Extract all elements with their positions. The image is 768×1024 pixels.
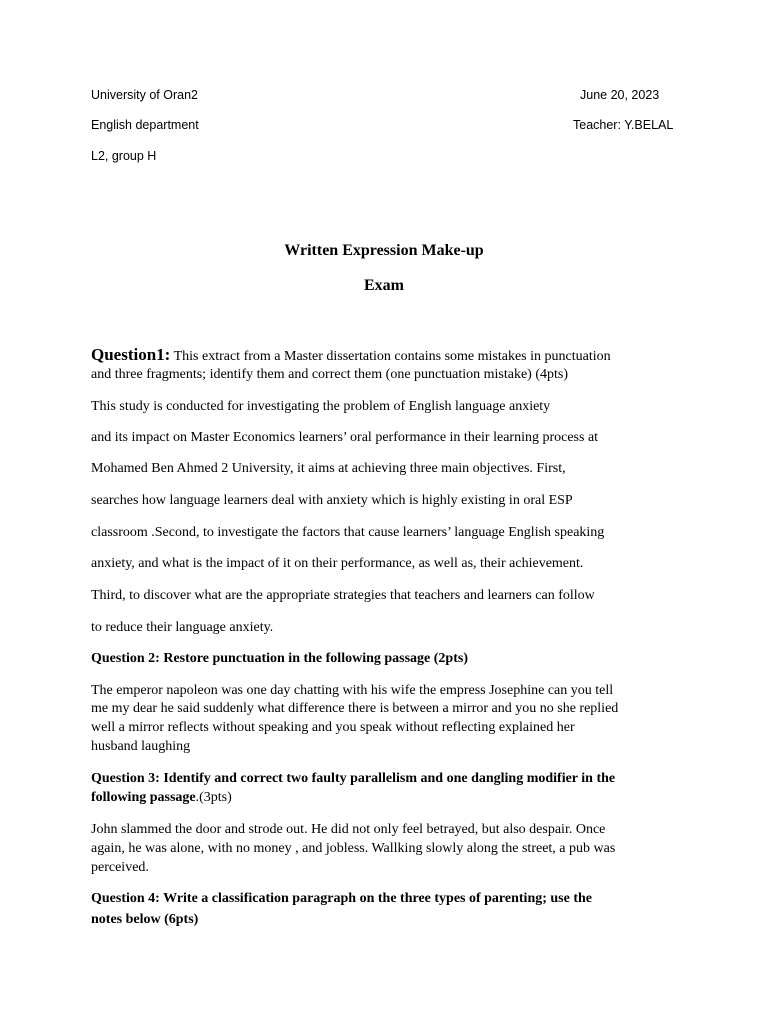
question1-passage-line: to reduce their language anxiety. bbox=[91, 620, 274, 635]
question1-passage-line: and its impact on Master Economics learners’ oral performance in their learning process at bbox=[91, 430, 599, 445]
question3-passage-line: John slammed the door and strode out. He did not only feel betrayed, but also despair. Once bbox=[91, 822, 606, 837]
question1-passage-line: anxiety, and what is the impact of it on their performance, as well as, their achievement. bbox=[91, 556, 584, 571]
question4-heading-line1: Question 4: Write a classification paragraph on the three types of parenting; use the bbox=[91, 891, 593, 906]
question2-passage-line: The emperor napoleon was one day chatting with his wife the empress Josephine can you tell bbox=[91, 683, 614, 698]
question2-passage-line: husband laughing bbox=[91, 739, 191, 754]
department-name: English department bbox=[91, 118, 199, 132]
question2-passage-line: well a mirror reflects without speaking and you speak without reflecting explained her bbox=[91, 720, 575, 735]
question1-instruction-line2: and three fragments; identify them and correct them (one punctuation mistake) (4pts) bbox=[91, 367, 569, 382]
question1-label: Question1: bbox=[91, 345, 171, 364]
university-name: University of Oran2 bbox=[91, 88, 198, 102]
question3-heading-line2 bbox=[91, 790, 232, 806]
group-label: L2, group H bbox=[91, 149, 157, 163]
question3-points: .(3pts) bbox=[195, 790, 232, 805]
question2-heading: Question 2: Restore punctuation in the following passage (2pts) bbox=[91, 651, 468, 666]
question1-passage-line: Mohamed Ben Ahmed 2 University, it aims at achieving three main objectives. First, bbox=[91, 461, 566, 476]
teacher-name: Teacher: Y.BELAL bbox=[573, 118, 674, 132]
question3-passage-line: perceived. bbox=[91, 860, 149, 875]
exam-title-line2: Exam bbox=[364, 277, 404, 294]
question1-instruction-text: This extract from a Master dissertation contains some mistakes in punctuation bbox=[170, 349, 611, 364]
question3-heading-line1: Question 3: Identify and correct two faulty parallelism and one dangling modifier in the bbox=[91, 771, 616, 786]
question1-passage-line: classroom .Second, to investigate the factors that cause learners’ language English speaking bbox=[91, 525, 605, 540]
exam-date: June 20, 2023 bbox=[580, 88, 660, 102]
question1-passage-line: searches how language learners deal with anxiety which is highly existing in oral ESP bbox=[91, 493, 573, 508]
question2-passage-line: me my dear he said suddenly what difference there is between a mirror and you no she replied bbox=[91, 701, 619, 716]
question1-passage-line: This study is conducted for investigating the problem of English language anxiety bbox=[91, 399, 551, 414]
question3-passage-line: again, he was alone, with no money , and jobless. Wallking slowly along the street, a pub was bbox=[91, 841, 616, 856]
question3-heading-bold: following passage bbox=[91, 790, 196, 805]
question1-instruction-line1 bbox=[91, 345, 611, 365]
exam-title-line1: Written Expression Make-up bbox=[284, 242, 484, 259]
question1-passage-line: Third, to discover what are the appropriate strategies that teachers and learners can follow bbox=[91, 588, 595, 603]
question4-heading-line2: notes below (6pts) bbox=[91, 912, 199, 927]
